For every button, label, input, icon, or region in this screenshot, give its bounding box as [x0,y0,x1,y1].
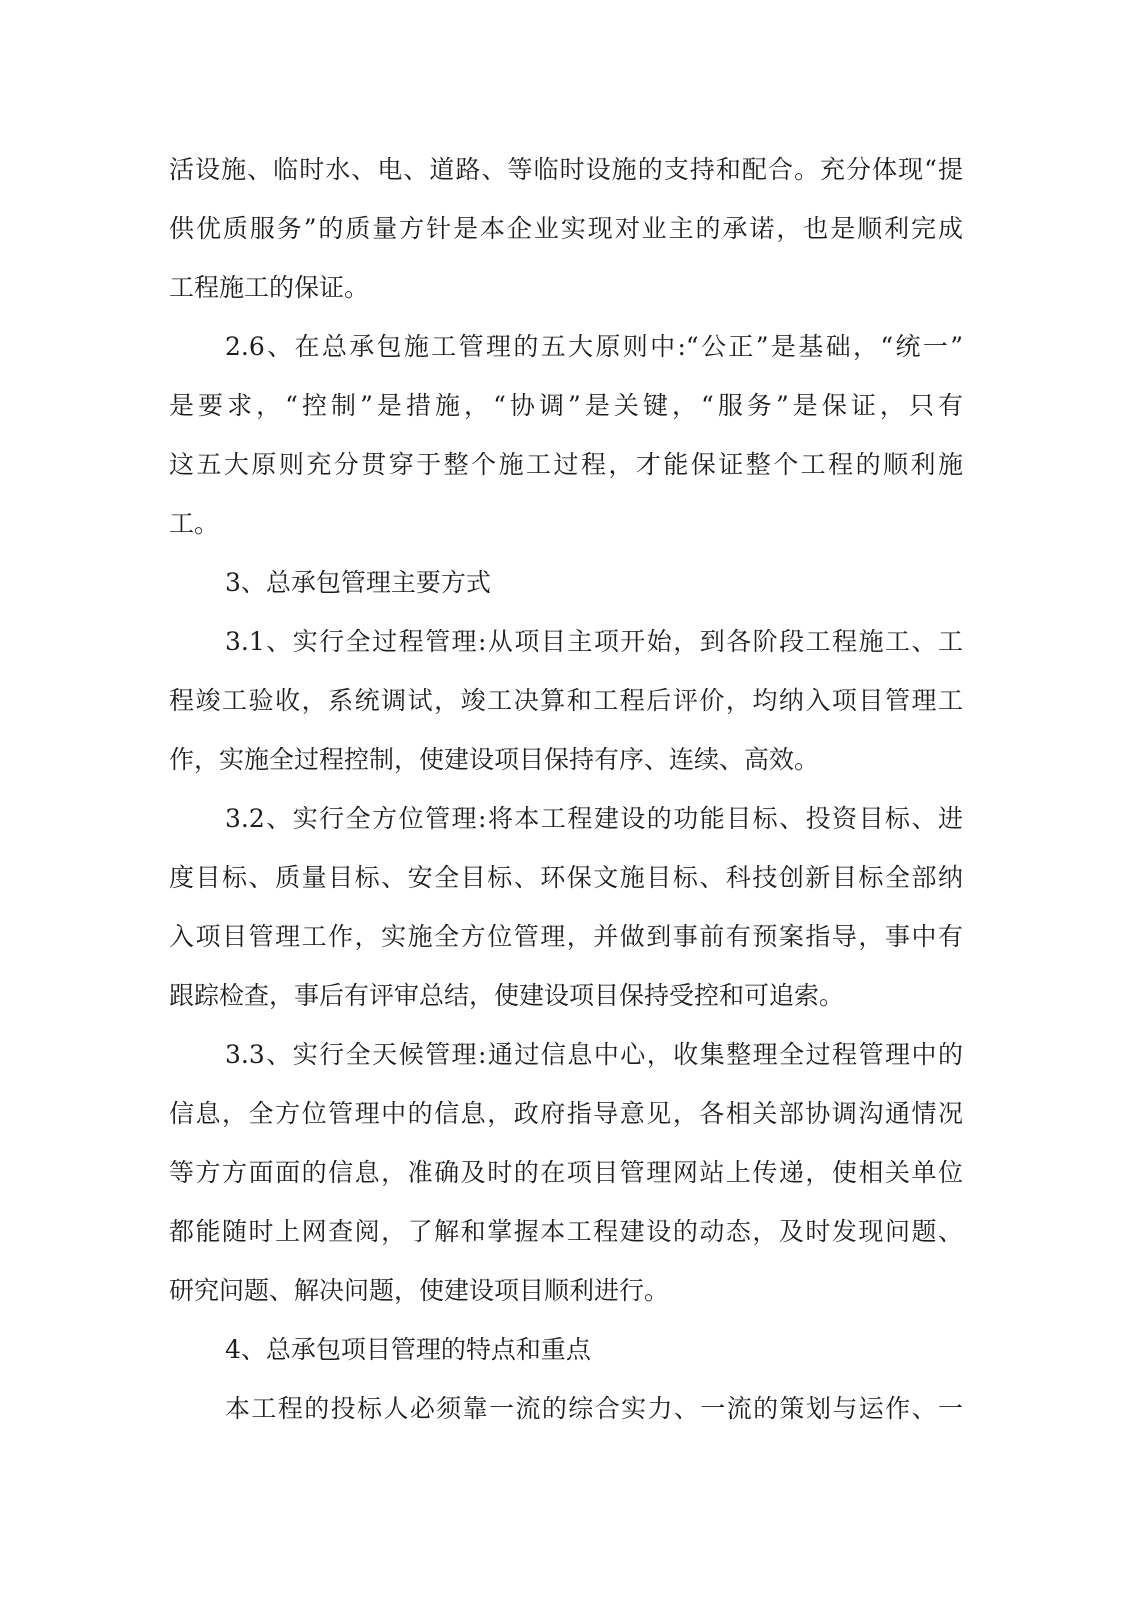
text-line: 都能随时上网查阅，了解和掌握本工程建设的动态，及时发现问题、 [169,1217,963,1246]
paragraph [169,140,963,317]
text-line: 信息，全方位管理中的信息，政府指导意见，各相关部协调沟通情况 [169,1099,963,1128]
paragraph [169,1025,963,1320]
text-block [169,140,963,1438]
text-line: 等方方面面的信息，准确及时的在项目管理网站上传递，使相关单位 [169,1158,963,1187]
paragraph [169,317,963,553]
text-line: 供优质服务”的质量方针是本企业实现对业主的承诺，也是顺利完成 [169,214,963,243]
text-line: 本工程的投标人必须靠一流的综合实力、一流的策划与运作、一 [225,1394,963,1423]
text-line: 作，实施全过程控制，使建设项目保持有序、连续、高效。 [169,745,820,774]
paragraph [169,612,963,789]
paragraph [169,1379,963,1438]
text-line: 这五大原则充分贯穿于整个施工过程，才能保证整个工程的顺利施 [169,450,963,479]
paragraph-heading [169,1320,963,1379]
text-line: 入项目管理工作，实施全方位管理，并做到事前有预案指导，事中有 [169,922,963,951]
text-line: 3.3、实行全天候管理:通过信息中心，收集整理全过程管理中的 [225,1040,963,1069]
paragraph [169,789,963,1025]
text-line: 活设施、临时水、电、道路、等临时设施的支持和配合。充分体现“提 [169,155,963,184]
text-line: 3.2、实行全方位管理:将本工程建设的功能目标、投资目标、进 [225,804,963,833]
text-line: 程竣工验收，系统调试，竣工决算和工程后评价，均纳入项目管理工 [169,686,963,715]
text-line: 工。 [169,509,220,538]
heading-line: 4、总承包项目管理的特点和重点 [225,1335,591,1364]
text-line: 度目标、质量目标、安全目标、环保文施目标、科技创新目标全部纳 [169,863,963,892]
text-line: 工程施工的保证。 [169,273,370,302]
text-line: 研究问题、解决问题，使建设项目顺利进行。 [169,1276,670,1305]
heading-line: 3、总承包管理主要方式 [225,568,491,597]
text-line: 是要求，“控制”是措施，“协调”是关键，“服务”是保证，只有 [169,391,963,420]
text-line: 3.1、实行全过程管理:从项目主项开始，到各阶段工程施工、工 [225,627,963,656]
paragraph-heading [169,553,963,612]
text-line: 2.6、在总承包施工管理的五大原则中:“公正”是基础，“统一” [225,332,963,361]
text-line: 跟踪检查，事后有评审总结，使建设项目保持受控和可追索。 [169,981,845,1010]
